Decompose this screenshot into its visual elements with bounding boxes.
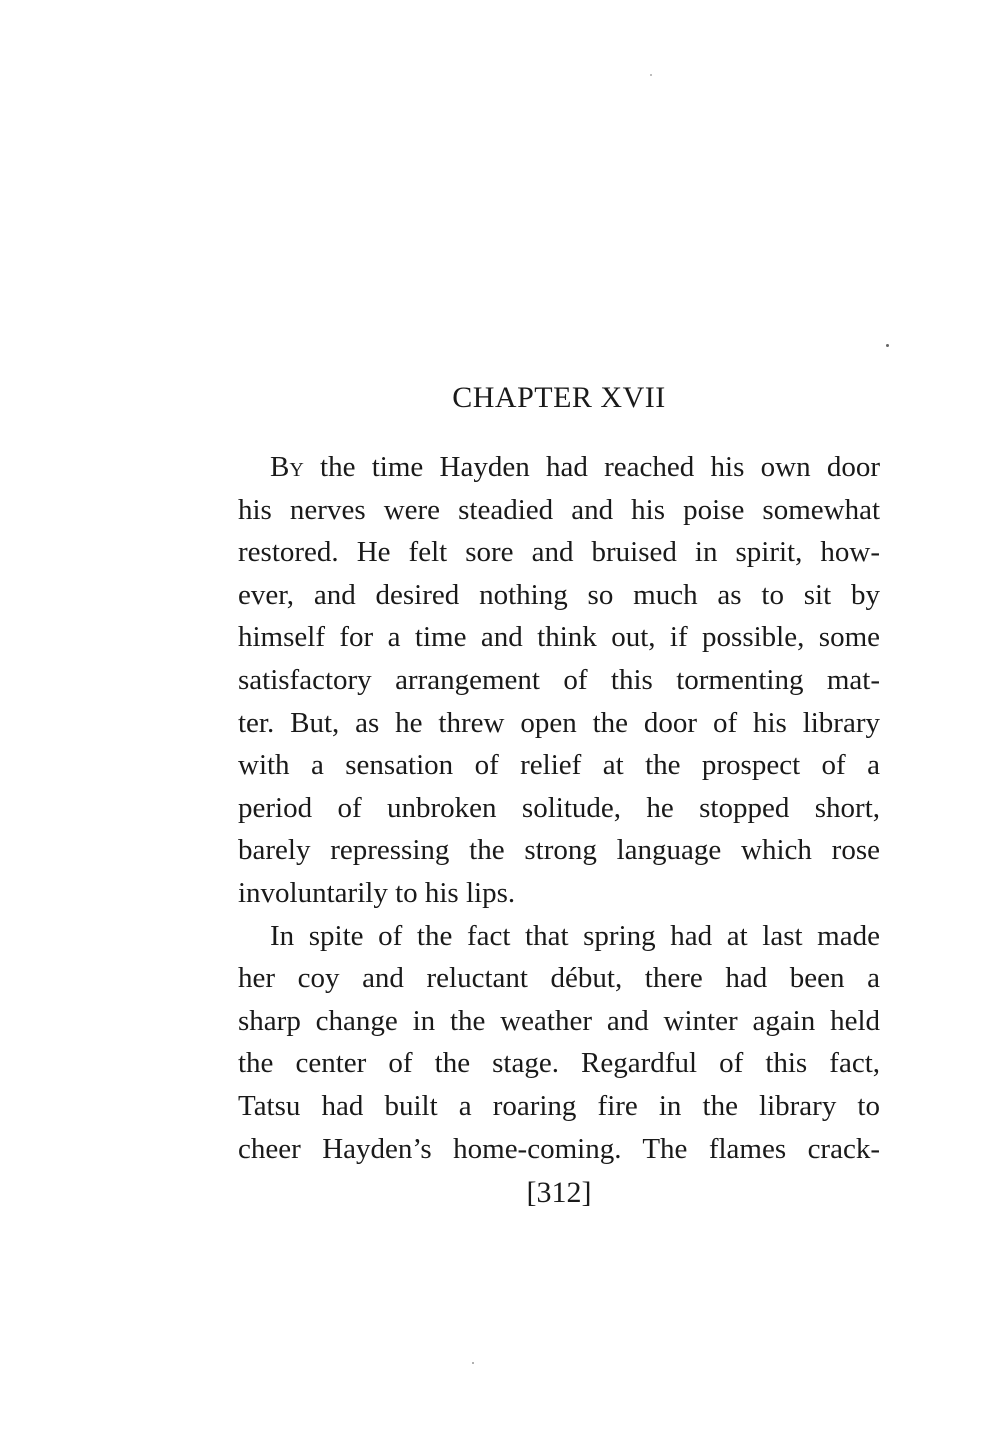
- line-rest: the time Hayden had reached his own door: [303, 451, 880, 483]
- drop-word: By: [270, 451, 304, 483]
- scan-speck: [472, 1362, 474, 1364]
- scan-speck: [650, 74, 652, 76]
- text-line: the center of the stage. Regardful of this fact,: [238, 1047, 880, 1080]
- chapter-title: CHAPTER XVII: [452, 381, 666, 414]
- text-line: In spite of the fact that spring had at last made: [270, 919, 880, 952]
- text-line: cheer Hayden’s home-coming. The flames crack-: [238, 1132, 880, 1165]
- text-line: her coy and reluctant début, there had been a: [238, 962, 880, 995]
- text-line: [238, 446, 880, 489]
- text-line: his nerves were steadied and his poise somewhat: [238, 493, 880, 526]
- body-text: [238, 446, 880, 1170]
- text-line: involuntarily to his lips.: [238, 876, 516, 909]
- text-line: himself for a time and think out, if possible, some: [238, 621, 880, 654]
- text-line: restored. He felt sore and bruised in spirit, how-: [238, 536, 880, 569]
- text-line: period of unbroken solitude, he stopped short,: [238, 791, 880, 824]
- text-line: sharp change in the weather and winter again held: [238, 1004, 880, 1037]
- page-number: [312]: [526, 1176, 592, 1209]
- text-line: ter. But, as he threw open the door of his library: [238, 706, 880, 739]
- text-line: with a sensation of relief at the prospect of a: [238, 749, 880, 782]
- scan-speck: [886, 344, 889, 347]
- text-line: Tatsu had built a roaring fire in the library to: [238, 1089, 880, 1122]
- text-line: ever, and desired nothing so much as to sit by: [238, 578, 880, 611]
- text-line: satisfactory arrangement of this tormenting mat-: [238, 663, 880, 696]
- text-line: barely repressing the strong language which rose: [238, 834, 880, 867]
